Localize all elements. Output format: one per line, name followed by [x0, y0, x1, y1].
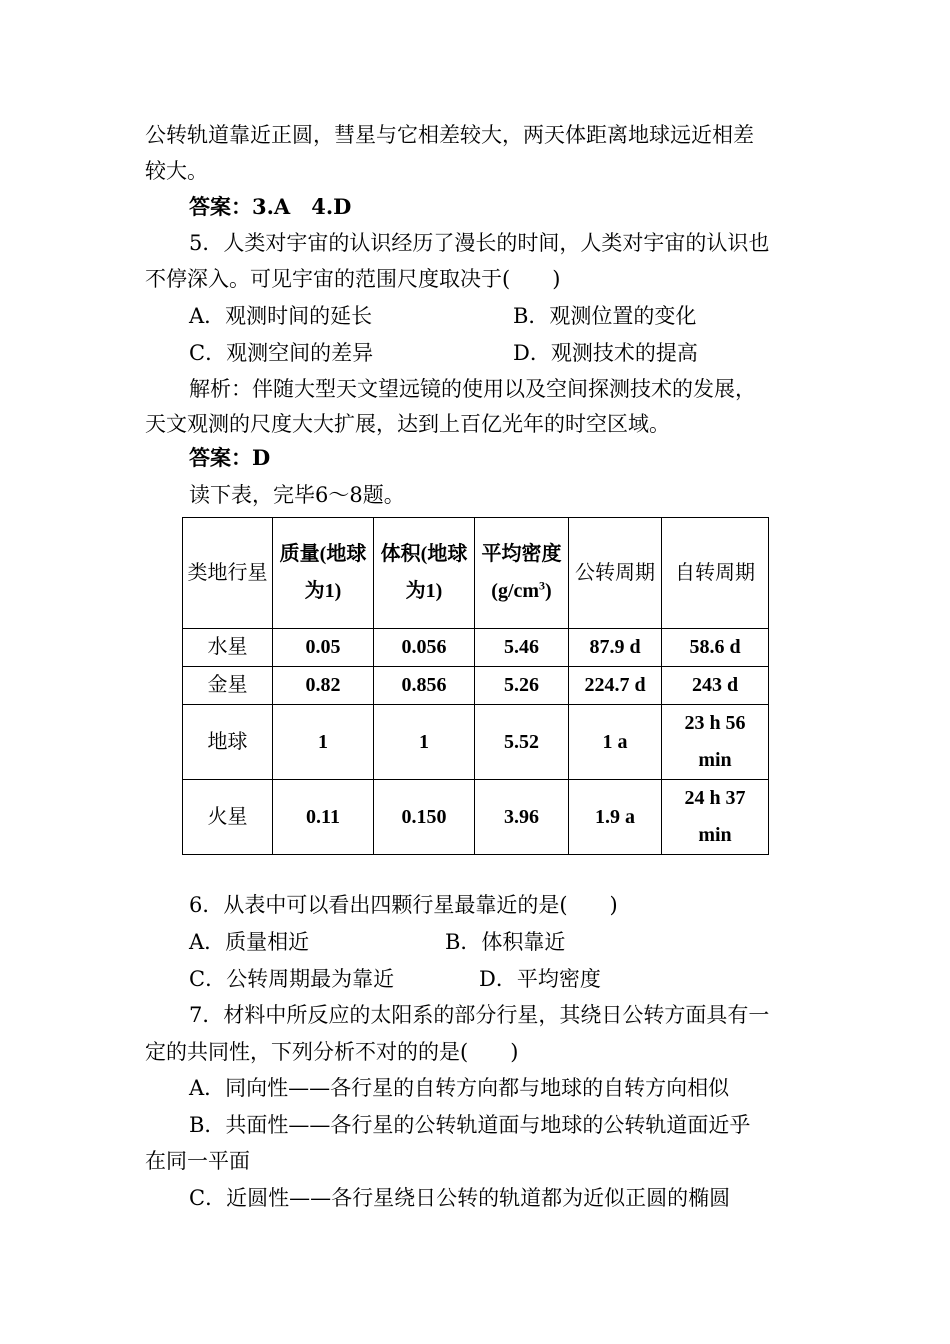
cell-volume: 0.150	[374, 780, 475, 855]
header-mass: 质量(地球为1)	[273, 518, 374, 629]
cell-mass: 0.82	[273, 667, 374, 705]
cell-orbital-period: 1.9 a	[569, 780, 662, 855]
cell-orbital-period: 87.9 d	[569, 629, 662, 667]
cell-planet: 地球	[183, 705, 273, 780]
table-intro: 读下表，完毕6～8题。	[189, 483, 405, 507]
option-a: A．同向性——各行星的自转方向都与地球的自转方向相似	[189, 1076, 730, 1100]
table-row	[183, 667, 769, 705]
answer-line: 答案：3.A 4.D	[189, 194, 352, 219]
cell-volume: 1	[374, 705, 475, 780]
cell-planet: 水星	[183, 629, 273, 667]
cell-orbital-period: 1 a	[569, 705, 662, 780]
question-6-stem: 6．从表中可以看出四颗行星最靠近的是( )	[189, 893, 618, 917]
cell-planet: 火星	[183, 780, 273, 855]
cell-orbital-period: 224.7 d	[569, 667, 662, 705]
cell-rotation-period: 58.6 d	[662, 629, 769, 667]
cell-rotation-period: 23 h 56 min	[662, 705, 769, 780]
cell-rotation-period: 24 h 37 min	[662, 780, 769, 855]
question-5-stem-cont: 不停深入。可见宇宙的范围尺度取决于( )	[145, 267, 561, 291]
text-line: 较大。	[145, 159, 208, 183]
option-c: C．观测空间的差异	[189, 341, 374, 365]
cell-mass: 1	[273, 705, 374, 780]
cell-volume: 0.856	[374, 667, 475, 705]
question-6-options-cd	[189, 961, 854, 997]
cell-volume: 0.056	[374, 629, 475, 667]
cell-mass: 0.05	[273, 629, 374, 667]
question-5-options-cd	[189, 335, 854, 371]
question-5-options-ab	[189, 298, 854, 334]
planet-table	[182, 517, 769, 855]
option-c: C．公转周期最为靠近	[189, 967, 395, 991]
analysis-line: 解析：伴随大型天文望远镜的使用以及空间探测技术的发展，	[189, 377, 756, 401]
question-7-stem-cont: 定的共同性，下列分析不对的的是( )	[145, 1040, 519, 1064]
option-d: D．观测技术的提高	[513, 341, 698, 365]
answer-line: 答案：D	[189, 445, 271, 470]
cell-rotation-period: 243 d	[662, 667, 769, 705]
cell-density: 5.46	[475, 629, 569, 667]
cell-density: 5.26	[475, 667, 569, 705]
text-line: 公转轨道靠近正圆，彗星与它相差较大，两天体距离地球远近相差	[145, 123, 754, 147]
option-d: D．平均密度	[479, 967, 601, 991]
cell-density: 3.96	[475, 780, 569, 855]
option-a: A．质量相近	[189, 930, 310, 954]
analysis-line-cont: 天文观测的尺度大大扩展，达到上百亿光年的时空区域。	[145, 412, 670, 436]
table-row	[183, 705, 769, 780]
question-7-stem: 7．材料中所反应的太阳系的部分行星，其绕日公转方面具有一	[189, 1003, 770, 1027]
table-row	[183, 780, 769, 855]
header-orbital-period: 公转周期	[569, 518, 662, 629]
question-5-stem: 5．人类对宇宙的认识经历了漫长的时间，人类对宇宙的认识也	[189, 231, 770, 255]
header-density: 平均密度$(g/cm^3)$	[475, 518, 569, 629]
option-b: B．观测位置的变化	[513, 304, 697, 328]
option-b: B．体积靠近	[445, 930, 566, 954]
header-planet: 类地行星	[183, 518, 273, 629]
option-b: B．共面性——各行星的公转轨道面与地球的公转轨道面近乎	[189, 1113, 751, 1137]
table-header-row	[183, 518, 769, 629]
header-rotation-period: 自转周期	[662, 518, 769, 629]
cell-planet: 金星	[183, 667, 273, 705]
option-c: C．近圆性——各行星绕日公转的轨道都为近似正圆的椭圆	[189, 1186, 731, 1210]
cell-mass: 0.11	[273, 780, 374, 855]
option-b-cont: 在同一平面	[145, 1149, 250, 1173]
question-6-options-ab	[189, 924, 854, 960]
header-volume: 体积(地球为1)	[374, 518, 475, 629]
cell-density: 5.52	[475, 705, 569, 780]
table-row	[183, 629, 769, 667]
option-a: A．观测时间的延长	[189, 304, 373, 328]
